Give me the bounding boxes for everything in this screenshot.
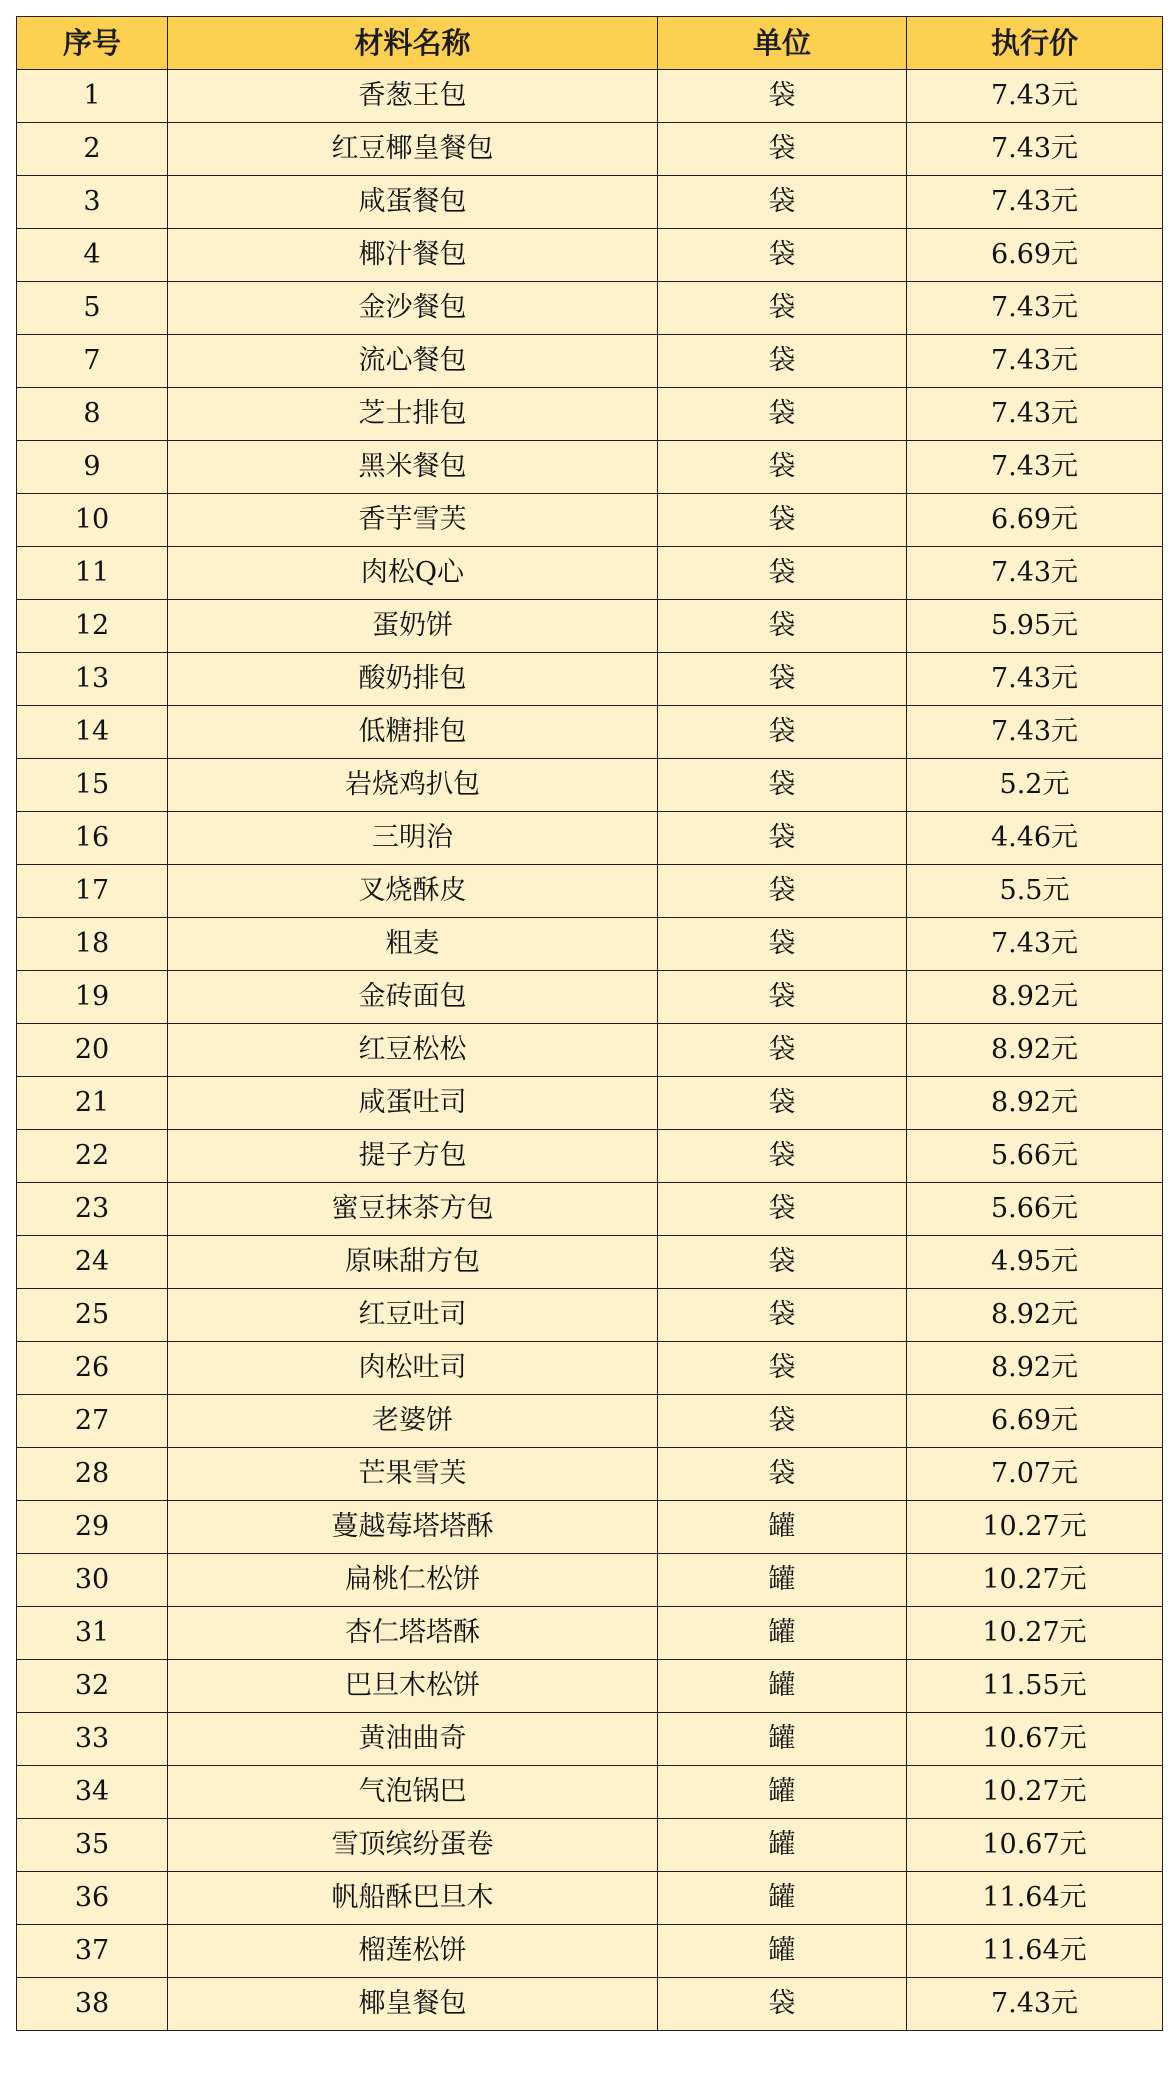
- cell-price: 10.27元: [907, 1607, 1163, 1660]
- table-row: [17, 1077, 1163, 1130]
- table-row: [17, 1130, 1163, 1183]
- cell-price: 7.43元: [907, 547, 1163, 600]
- cell-index: 4: [17, 229, 168, 282]
- table-row: [17, 971, 1163, 1024]
- cell-material-name: 帆船酥巴旦木: [168, 1872, 658, 1925]
- cell-unit: 袋: [658, 600, 907, 653]
- cell-price: 11.64元: [907, 1925, 1163, 1978]
- table-row: [17, 1448, 1163, 1501]
- cell-index: 10: [17, 494, 168, 547]
- cell-price: 6.69元: [907, 494, 1163, 547]
- cell-index: 27: [17, 1395, 168, 1448]
- cell-material-name: 椰皇餐包: [168, 1978, 658, 2031]
- table-row: [17, 1713, 1163, 1766]
- cell-index: 25: [17, 1289, 168, 1342]
- cell-unit: 袋: [658, 706, 907, 759]
- table-row: [17, 1872, 1163, 1925]
- cell-unit: 袋: [658, 1978, 907, 2031]
- cell-material-name: 杏仁塔塔酥: [168, 1607, 658, 1660]
- cell-unit: 袋: [658, 229, 907, 282]
- cell-index: 33: [17, 1713, 168, 1766]
- cell-unit: 罐: [658, 1766, 907, 1819]
- cell-material-name: 叉烧酥皮: [168, 865, 658, 918]
- table-row: [17, 388, 1163, 441]
- cell-unit: 袋: [658, 653, 907, 706]
- cell-index: 18: [17, 918, 168, 971]
- cell-unit: 袋: [658, 1236, 907, 1289]
- cell-index: 21: [17, 1077, 168, 1130]
- cell-unit: 罐: [658, 1660, 907, 1713]
- cell-price: 7.43元: [907, 918, 1163, 971]
- table-row: [17, 441, 1163, 494]
- table-row: [17, 1978, 1163, 2031]
- cell-material-name: 红豆松松: [168, 1024, 658, 1077]
- cell-price: 7.43元: [907, 176, 1163, 229]
- table-row: [17, 1554, 1163, 1607]
- table-row: [17, 918, 1163, 971]
- cell-index: 29: [17, 1501, 168, 1554]
- price-table: [16, 16, 1163, 2031]
- cell-unit: 袋: [658, 388, 907, 441]
- cell-unit: 袋: [658, 812, 907, 865]
- cell-unit: 袋: [658, 441, 907, 494]
- cell-unit: 罐: [658, 1607, 907, 1660]
- cell-unit: 袋: [658, 1183, 907, 1236]
- cell-index: 36: [17, 1872, 168, 1925]
- cell-price: 5.66元: [907, 1130, 1163, 1183]
- table-row: [17, 176, 1163, 229]
- cell-material-name: 扁桃仁松饼: [168, 1554, 658, 1607]
- cell-index: 3: [17, 176, 168, 229]
- table-row: [17, 335, 1163, 388]
- cell-material-name: 红豆椰皇餐包: [168, 123, 658, 176]
- cell-price: 8.92元: [907, 971, 1163, 1024]
- cell-index: 8: [17, 388, 168, 441]
- header-unit: 单位: [658, 17, 907, 70]
- cell-price: 7.43元: [907, 706, 1163, 759]
- cell-price: 7.43元: [907, 441, 1163, 494]
- cell-price: 8.92元: [907, 1077, 1163, 1130]
- cell-price: 10.27元: [907, 1766, 1163, 1819]
- cell-unit: 罐: [658, 1925, 907, 1978]
- cell-material-name: 粗麦: [168, 918, 658, 971]
- cell-unit: 袋: [658, 1342, 907, 1395]
- cell-index: 23: [17, 1183, 168, 1236]
- cell-price: 7.43元: [907, 653, 1163, 706]
- cell-unit: 袋: [658, 335, 907, 388]
- table-row: [17, 759, 1163, 812]
- cell-material-name: 红豆吐司: [168, 1289, 658, 1342]
- cell-material-name: 黄油曲奇: [168, 1713, 658, 1766]
- cell-unit: 袋: [658, 494, 907, 547]
- cell-index: 14: [17, 706, 168, 759]
- table-row: [17, 123, 1163, 176]
- table-row: [17, 282, 1163, 335]
- cell-price: 6.69元: [907, 1395, 1163, 1448]
- cell-price: 7.43元: [907, 335, 1163, 388]
- cell-price: 11.64元: [907, 1872, 1163, 1925]
- cell-material-name: 肉松Q心: [168, 547, 658, 600]
- cell-price: 5.66元: [907, 1183, 1163, 1236]
- cell-index: 38: [17, 1978, 168, 2031]
- cell-index: 32: [17, 1660, 168, 1713]
- table-row: [17, 1289, 1163, 1342]
- table-row: [17, 1236, 1163, 1289]
- cell-unit: 袋: [658, 759, 907, 812]
- cell-index: 22: [17, 1130, 168, 1183]
- table-row: [17, 547, 1163, 600]
- cell-material-name: 原味甜方包: [168, 1236, 658, 1289]
- cell-material-name: 金沙餐包: [168, 282, 658, 335]
- cell-material-name: 巴旦木松饼: [168, 1660, 658, 1713]
- table-row: [17, 494, 1163, 547]
- cell-price: 8.92元: [907, 1289, 1163, 1342]
- table-row: [17, 1024, 1163, 1077]
- cell-price: 10.67元: [907, 1819, 1163, 1872]
- table-row: [17, 1766, 1163, 1819]
- cell-unit: 袋: [658, 1024, 907, 1077]
- cell-unit: 袋: [658, 70, 907, 123]
- cell-unit: 袋: [658, 176, 907, 229]
- cell-material-name: 提子方包: [168, 1130, 658, 1183]
- cell-material-name: 流心餐包: [168, 335, 658, 388]
- header-index: 序号: [17, 17, 168, 70]
- cell-index: 7: [17, 335, 168, 388]
- cell-material-name: 气泡锅巴: [168, 1766, 658, 1819]
- table-row: [17, 865, 1163, 918]
- cell-index: 37: [17, 1925, 168, 1978]
- cell-material-name: 黑米餐包: [168, 441, 658, 494]
- table-row: [17, 706, 1163, 759]
- cell-price: 6.69元: [907, 229, 1163, 282]
- cell-price: 10.67元: [907, 1713, 1163, 1766]
- cell-material-name: 咸蛋餐包: [168, 176, 658, 229]
- cell-price: 7.43元: [907, 282, 1163, 335]
- cell-price: 4.46元: [907, 812, 1163, 865]
- table-row: [17, 1607, 1163, 1660]
- cell-unit: 袋: [658, 971, 907, 1024]
- cell-index: 20: [17, 1024, 168, 1077]
- cell-price: 11.55元: [907, 1660, 1163, 1713]
- cell-index: 1: [17, 70, 168, 123]
- table-row: [17, 1660, 1163, 1713]
- header-material-name: 材料名称: [168, 17, 658, 70]
- cell-price: 10.27元: [907, 1501, 1163, 1554]
- cell-price: 7.07元: [907, 1448, 1163, 1501]
- table-row: [17, 1342, 1163, 1395]
- cell-unit: 袋: [658, 1289, 907, 1342]
- cell-index: 12: [17, 600, 168, 653]
- cell-index: 13: [17, 653, 168, 706]
- cell-index: 11: [17, 547, 168, 600]
- cell-unit: 袋: [658, 282, 907, 335]
- table-row: [17, 1395, 1163, 1448]
- table-row: [17, 1925, 1163, 1978]
- cell-material-name: 芝士排包: [168, 388, 658, 441]
- cell-unit: 袋: [658, 1448, 907, 1501]
- cell-unit: 罐: [658, 1501, 907, 1554]
- cell-unit: 袋: [658, 547, 907, 600]
- cell-material-name: 蔓越莓塔塔酥: [168, 1501, 658, 1554]
- cell-unit: 袋: [658, 865, 907, 918]
- cell-material-name: 咸蛋吐司: [168, 1077, 658, 1130]
- table-body: [17, 70, 1163, 2031]
- table-row: [17, 70, 1163, 123]
- cell-material-name: 金砖面包: [168, 971, 658, 1024]
- cell-price: 7.43元: [907, 123, 1163, 176]
- cell-index: 19: [17, 971, 168, 1024]
- cell-price: 5.95元: [907, 600, 1163, 653]
- cell-index: 28: [17, 1448, 168, 1501]
- cell-unit: 袋: [658, 918, 907, 971]
- cell-index: 5: [17, 282, 168, 335]
- cell-index: 2: [17, 123, 168, 176]
- table-row: [17, 1183, 1163, 1236]
- table-row: [17, 1501, 1163, 1554]
- cell-index: 24: [17, 1236, 168, 1289]
- cell-price: 7.43元: [907, 388, 1163, 441]
- cell-price: 7.43元: [907, 1978, 1163, 2031]
- cell-material-name: 肉松吐司: [168, 1342, 658, 1395]
- table-row: [17, 229, 1163, 282]
- header-row: [17, 17, 1163, 70]
- cell-material-name: 椰汁餐包: [168, 229, 658, 282]
- cell-material-name: 低糖排包: [168, 706, 658, 759]
- cell-material-name: 岩烧鸡扒包: [168, 759, 658, 812]
- cell-price: 8.92元: [907, 1024, 1163, 1077]
- cell-unit: 罐: [658, 1713, 907, 1766]
- cell-material-name: 香芋雪芙: [168, 494, 658, 547]
- cell-unit: 袋: [658, 123, 907, 176]
- cell-material-name: 老婆饼: [168, 1395, 658, 1448]
- cell-price: 10.27元: [907, 1554, 1163, 1607]
- cell-unit: 袋: [658, 1077, 907, 1130]
- cell-price: 5.5元: [907, 865, 1163, 918]
- cell-material-name: 酸奶排包: [168, 653, 658, 706]
- cell-material-name: 蜜豆抹茶方包: [168, 1183, 658, 1236]
- cell-index: 34: [17, 1766, 168, 1819]
- cell-unit: 罐: [658, 1872, 907, 1925]
- cell-material-name: 蛋奶饼: [168, 600, 658, 653]
- cell-index: 15: [17, 759, 168, 812]
- cell-index: 30: [17, 1554, 168, 1607]
- cell-unit: 袋: [658, 1395, 907, 1448]
- cell-price: 7.43元: [907, 70, 1163, 123]
- cell-material-name: 香葱王包: [168, 70, 658, 123]
- cell-price: 4.95元: [907, 1236, 1163, 1289]
- table-row: [17, 653, 1163, 706]
- cell-index: 16: [17, 812, 168, 865]
- cell-unit: 罐: [658, 1554, 907, 1607]
- cell-price: 8.92元: [907, 1342, 1163, 1395]
- cell-index: 35: [17, 1819, 168, 1872]
- cell-index: 26: [17, 1342, 168, 1395]
- cell-index: 9: [17, 441, 168, 494]
- header-price: 执行价: [907, 17, 1163, 70]
- cell-material-name: 榴莲松饼: [168, 1925, 658, 1978]
- cell-unit: 罐: [658, 1819, 907, 1872]
- cell-index: 17: [17, 865, 168, 918]
- cell-index: 31: [17, 1607, 168, 1660]
- table-row: [17, 1819, 1163, 1872]
- table-row: [17, 600, 1163, 653]
- cell-material-name: 芒果雪芙: [168, 1448, 658, 1501]
- cell-price: 5.2元: [907, 759, 1163, 812]
- table-row: [17, 812, 1163, 865]
- cell-material-name: 雪顶缤纷蛋卷: [168, 1819, 658, 1872]
- cell-unit: 袋: [658, 1130, 907, 1183]
- cell-material-name: 三明治: [168, 812, 658, 865]
